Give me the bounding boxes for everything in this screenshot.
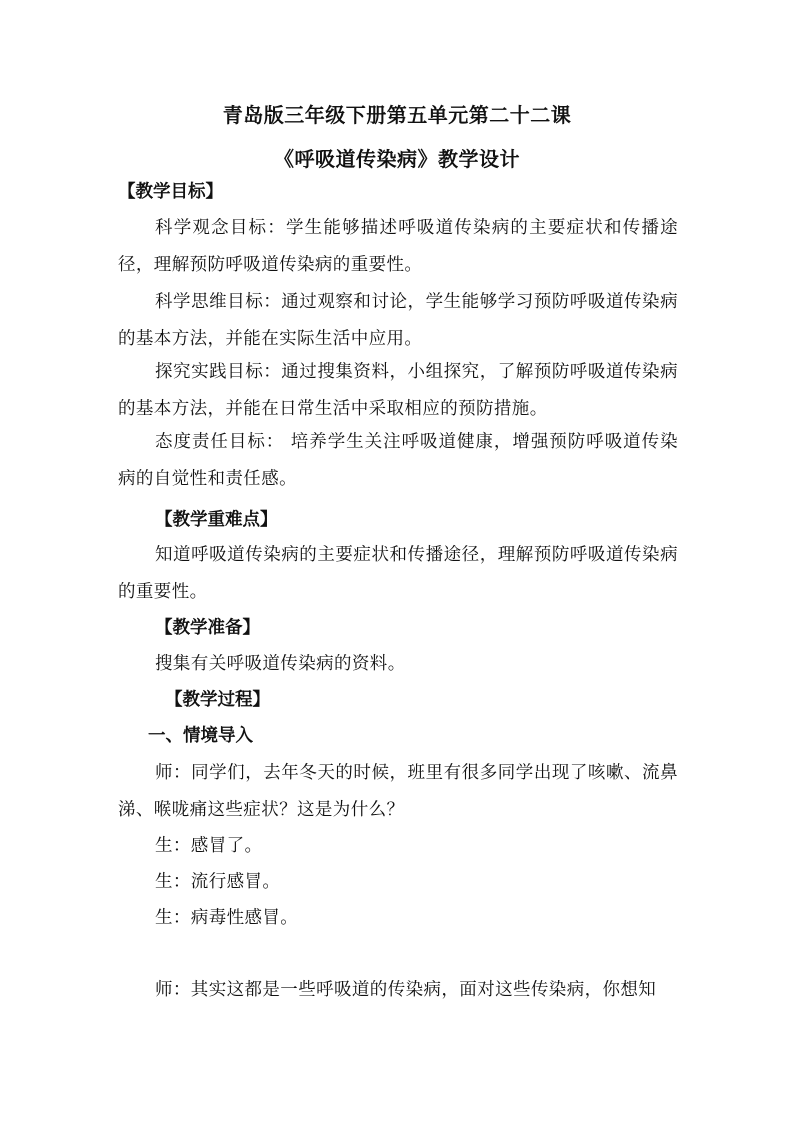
section-intro-heading: 一、情境导入 (148, 726, 253, 746)
preparation-text: 搜集有关呼吸道传染病的资料。 (155, 654, 406, 674)
document-subtitle: 《呼吸道传染病》教学设计 (274, 147, 520, 171)
objective-practice: 探究实践目标：通过搜集资料，小组探究，了解预防呼吸道传染病的基本方法，并能在日常生活中采取相应的预防措施。 (118, 362, 678, 419)
objective-thinking: 科学思维目标：通过观察和讨论，学生能够学习预防呼吸道传染病的基本方法，并能在实际生活中应用。 (118, 292, 678, 349)
objectives-heading: 【教学目标】 (118, 182, 223, 202)
student-line-2: 生：流行感冒。 (155, 872, 281, 892)
preparation-heading: 【教学准备】 (155, 618, 260, 638)
objective-attitude: 态度责任目标： 培养学生关注呼吸道健康，增强预防呼吸道传染病的自觉性和责任感。 (118, 432, 678, 489)
teacher-line-2: 师：其实这都是一些呼吸道的传染病，面对这些传染病，你想知 (155, 980, 657, 1000)
document-title: 青岛版三年级下册第五单元第二十二课 (222, 103, 572, 127)
student-line-3: 生：病毒性感冒。 (155, 908, 299, 928)
key-points-heading: 【教学重难点】 (155, 510, 278, 530)
process-heading: 【教学过程】 (165, 690, 270, 710)
teacher-line-1: 师：同学们，去年冬天的时候，班里有很多同学出现了咳嗽、流鼻涕、喉咙痛这些症状？这是为什么？ (118, 763, 678, 820)
key-points-text: 知道呼吸道传染病的主要症状和传播途径，理解预防呼吸道传染病的重要性。 (118, 545, 678, 602)
student-line-1: 生：感冒了。 (155, 836, 263, 856)
objective-concept: 科学观念目标：学生能够描述呼吸道传染病的主要症状和传播途径，理解预防呼吸道传染病的重要性。 (118, 218, 678, 275)
